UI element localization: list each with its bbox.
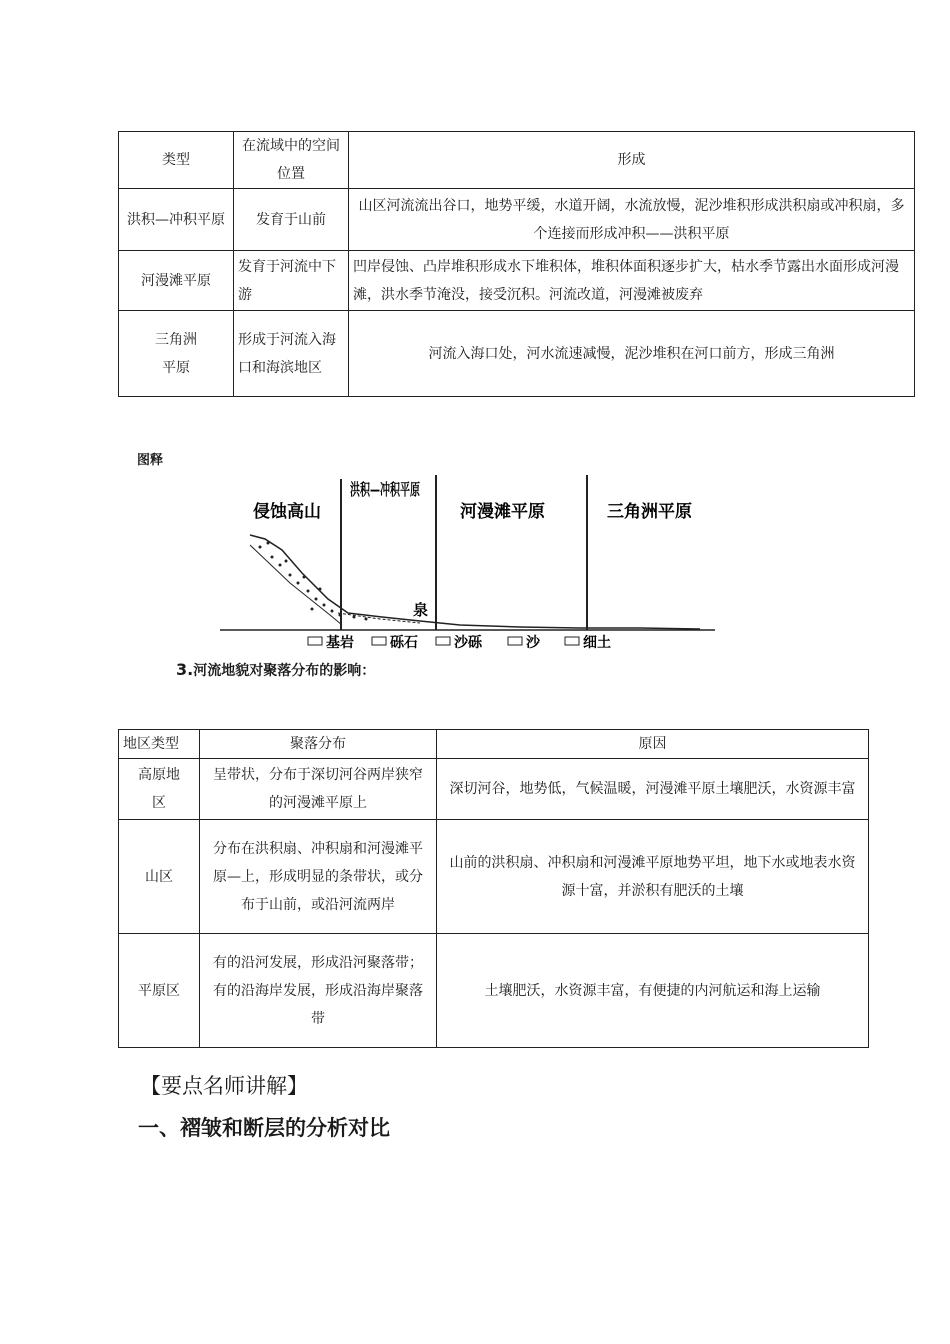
table-header-row [119, 132, 915, 189]
legend-label: 砾石 [390, 635, 418, 651]
table-header-row [119, 730, 869, 759]
legend-label: 沙砾 [454, 635, 482, 651]
table-row [119, 820, 869, 934]
cell-distribution: 有的沿河发展，形成沿河聚落带；有的沿海岸发展，形成沿海岸聚落带 [200, 934, 437, 1048]
header-formation: 形成 [349, 132, 915, 189]
cell-reason: 深切河谷，地势低，气候温暖，河漫滩平原土壤肥沃，水资源丰富 [437, 759, 869, 820]
header-position: 在流域中的空间位置 [234, 132, 349, 189]
zone-label-alluvial: 洪积—冲积平原 [350, 480, 420, 499]
cell-formation: 山区河流流出谷口，地势平缓，水道开阔，水流放慢，泥沙堆积形成洪积扇或冲积扇，多个连接而形成冲积——洪积平原 [349, 189, 915, 251]
table-row [119, 759, 869, 820]
spring-label: 泉 [413, 601, 429, 619]
key-points-heading: 【要点名师讲解】 [140, 1074, 308, 1098]
legend-label: 基岩 [326, 635, 354, 651]
header-distribution: 聚落分布 [200, 730, 437, 759]
settlement-table [118, 729, 869, 1048]
cell-distribution: 分布在洪积扇、冲积扇和河漫滩平原—上，形成明显的条带状，或分布于山前，或沿河流两岸 [200, 820, 437, 934]
cell-distribution: 呈带状，分布于深切河谷两岸狭窄的河漫滩平原上 [200, 759, 437, 820]
landform-table [118, 131, 915, 397]
cell-region: 高原地区 [119, 759, 200, 820]
table-row [119, 311, 915, 397]
table-row [119, 189, 915, 251]
legend-label: 细土 [583, 635, 611, 651]
section-3-heading [176, 660, 375, 680]
cell-position: 发育于河流中下游 [234, 251, 349, 311]
cell-type: 三角洲平原 [119, 311, 234, 397]
cell-reason: 土壤肥沃，水资源丰富，有便捷的内河航运和海上运输 [437, 934, 869, 1048]
zone-label-mountain: 侵蚀高山 [253, 502, 321, 522]
cell-reason: 山前的洪积扇、冲积扇和河漫滩平原地势平坦，地下水或地表水资源十富，并淤积有肥沃的土壤 [437, 820, 869, 934]
zone-label-delta: 三角洲平原 [607, 502, 692, 522]
part-one-heading: 一、褶皱和断层的分析对比 [138, 1116, 390, 1140]
legend-label: 沙 [526, 635, 540, 651]
cell-formation: 河流入海口处，河水流速减慢，泥沙堆积在河口前方，形成三角洲 [349, 311, 915, 397]
cell-formation: 凹岸侵蚀、凸岸堆积形成水下堆积体，堆积体面积逐步扩大，枯水季节露出水面形成河漫滩，洪水季节淹没，接受沉积。河流改道，河漫滩被废弃 [349, 251, 915, 311]
cell-type: 洪积—冲积平原 [119, 189, 234, 251]
cell-region: 平原区 [119, 934, 200, 1048]
cell-position: 形成于河流入海口和海滨地区 [234, 311, 349, 397]
cell-region: 山区 [119, 820, 200, 934]
header-region: 地区类型 [119, 730, 200, 759]
header-type: 类型 [119, 132, 234, 189]
section-number: 3. [176, 660, 194, 679]
table-row [119, 251, 915, 311]
figure-label: 图释 [137, 453, 164, 468]
cell-type: 河漫滩平原 [119, 251, 234, 311]
header-reason: 原因 [437, 730, 869, 759]
cell-position: 发育于山前 [234, 189, 349, 251]
zone-label-floodplain: 河漫滩平原 [460, 502, 545, 522]
table-row [119, 934, 869, 1048]
landform-profile-diagram [220, 465, 715, 653]
section-title: 河流地貌对聚落分布的影响： [193, 663, 376, 679]
